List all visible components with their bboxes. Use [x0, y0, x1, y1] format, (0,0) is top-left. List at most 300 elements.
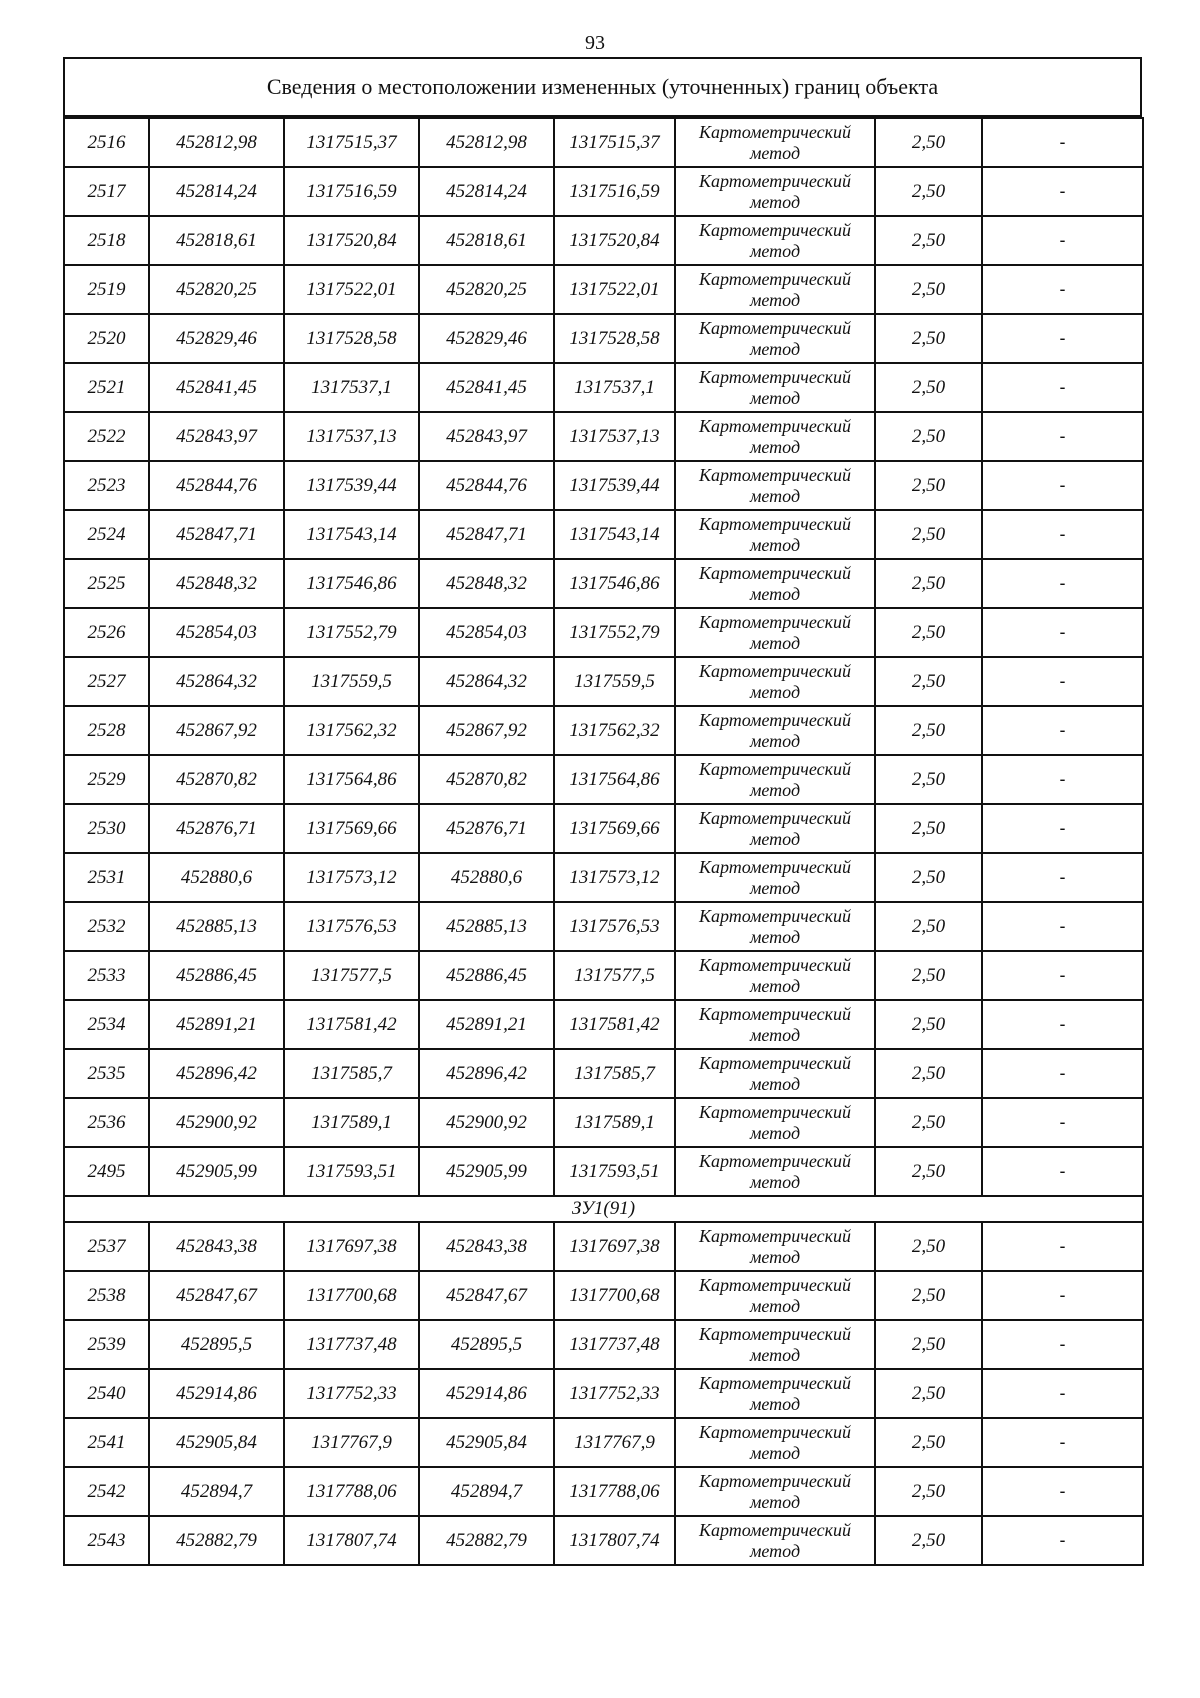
- method-cell: [675, 559, 875, 608]
- table-row: [64, 510, 1143, 559]
- accuracy-cell: 2,50: [875, 1467, 982, 1516]
- note-cell: -: [982, 118, 1143, 167]
- method-line-1: Картометрический: [698, 1101, 851, 1122]
- accuracy-cell: 2,50: [875, 755, 982, 804]
- y-coordinate-existing-cell: 1317573,12: [284, 853, 419, 902]
- y-coordinate-refined-cell: 1317522,01: [554, 265, 675, 314]
- method-line-1: Картометрический: [698, 660, 851, 681]
- table-row: [64, 1222, 1143, 1271]
- note-cell: -: [982, 1147, 1143, 1196]
- method-line-1: Картометрический: [698, 464, 851, 485]
- method-line-1: Картометрический: [698, 611, 851, 632]
- x-coordinate-existing-cell: 452882,79: [149, 1516, 284, 1565]
- note-cell: -: [982, 216, 1143, 265]
- y-coordinate-refined-cell: 1317552,79: [554, 608, 675, 657]
- y-coordinate-refined-cell: 1317537,1: [554, 363, 675, 412]
- method-line-2: метод: [749, 1540, 801, 1561]
- method-line-2: метод: [749, 1393, 801, 1414]
- table-row: [64, 167, 1143, 216]
- method-line-1: Картометрический: [698, 1052, 851, 1073]
- y-coordinate-refined-cell: 1317767,9: [554, 1418, 675, 1467]
- point-number-cell: 2526: [64, 608, 149, 657]
- method-cell: [675, 706, 875, 755]
- table-row: [64, 657, 1143, 706]
- y-coordinate-existing-cell: 1317697,38: [284, 1222, 419, 1271]
- point-number-cell: 2530: [64, 804, 149, 853]
- x-coordinate-refined-cell: 452844,76: [419, 461, 554, 510]
- y-coordinate-refined-cell: 1317562,32: [554, 706, 675, 755]
- method-line-2: метод: [749, 975, 801, 996]
- method-line-2: метод: [749, 681, 801, 702]
- method-cell: [675, 363, 875, 412]
- point-number-cell: 2495: [64, 1147, 149, 1196]
- y-coordinate-existing-cell: 1317515,37: [284, 118, 419, 167]
- method-cell: [675, 265, 875, 314]
- method-line-1: Картометрический: [698, 1323, 851, 1344]
- method-line-1: Картометрический: [698, 562, 851, 583]
- note-cell: -: [982, 412, 1143, 461]
- note-cell: -: [982, 853, 1143, 902]
- table-row: [64, 461, 1143, 510]
- method-line-1: Картометрический: [698, 1150, 851, 1171]
- method-cell: [675, 167, 875, 216]
- method-line-1: Картометрический: [698, 758, 851, 779]
- point-number-cell: 2542: [64, 1467, 149, 1516]
- point-number-cell: 2538: [64, 1271, 149, 1320]
- y-coordinate-existing-cell: 1317516,59: [284, 167, 419, 216]
- x-coordinate-existing-cell: 452891,21: [149, 1000, 284, 1049]
- point-number-cell: 2531: [64, 853, 149, 902]
- table-row: [64, 804, 1143, 853]
- point-number-cell: 2518: [64, 216, 149, 265]
- method-line-2: метод: [749, 1073, 801, 1094]
- table-title: Сведения о местоположении измененных (уточненных) границ объекта: [63, 57, 1142, 117]
- y-coordinate-existing-cell: 1317589,1: [284, 1098, 419, 1147]
- method-line-1: Картометрический: [698, 1274, 851, 1295]
- method-cell: [675, 118, 875, 167]
- method-line-2: метод: [749, 926, 801, 947]
- y-coordinate-refined-cell: 1317752,33: [554, 1369, 675, 1418]
- point-number-cell: 2529: [64, 755, 149, 804]
- method-line-2: метод: [749, 240, 801, 261]
- x-coordinate-refined-cell: 452843,97: [419, 412, 554, 461]
- y-coordinate-refined-cell: 1317516,59: [554, 167, 675, 216]
- table-row: [64, 1516, 1143, 1565]
- x-coordinate-refined-cell: 452894,7: [419, 1467, 554, 1516]
- table-row: [64, 118, 1143, 167]
- x-coordinate-existing-cell: 452844,76: [149, 461, 284, 510]
- method-cell: [675, 1098, 875, 1147]
- note-cell: -: [982, 559, 1143, 608]
- x-coordinate-refined-cell: 452847,67: [419, 1271, 554, 1320]
- accuracy-cell: 2,50: [875, 1098, 982, 1147]
- x-coordinate-refined-cell: 452867,92: [419, 706, 554, 755]
- y-coordinate-existing-cell: 1317581,42: [284, 1000, 419, 1049]
- y-coordinate-refined-cell: 1317528,58: [554, 314, 675, 363]
- method-line-2: метод: [749, 1295, 801, 1316]
- y-coordinate-refined-cell: 1317537,13: [554, 412, 675, 461]
- note-cell: -: [982, 706, 1143, 755]
- table-row: [64, 314, 1143, 363]
- y-coordinate-refined-cell: 1317700,68: [554, 1271, 675, 1320]
- table-row: [64, 853, 1143, 902]
- point-number-cell: 2541: [64, 1418, 149, 1467]
- section-header-row: [64, 1196, 1143, 1222]
- table-row: [64, 1271, 1143, 1320]
- point-number-cell: 2517: [64, 167, 149, 216]
- method-cell: [675, 412, 875, 461]
- accuracy-cell: 2,50: [875, 1271, 982, 1320]
- note-cell: -: [982, 167, 1143, 216]
- method-line-2: метод: [749, 534, 801, 555]
- point-number-cell: 2534: [64, 1000, 149, 1049]
- x-coordinate-refined-cell: 452896,42: [419, 1049, 554, 1098]
- method-cell: [675, 853, 875, 902]
- point-number-cell: 2527: [64, 657, 149, 706]
- table-row: [64, 1418, 1143, 1467]
- x-coordinate-refined-cell: 452880,6: [419, 853, 554, 902]
- method-line-2: метод: [749, 191, 801, 212]
- y-coordinate-existing-cell: 1317562,32: [284, 706, 419, 755]
- x-coordinate-existing-cell: 452818,61: [149, 216, 284, 265]
- x-coordinate-refined-cell: 452812,98: [419, 118, 554, 167]
- method-line-2: метод: [749, 632, 801, 653]
- method-line-1: Картометрический: [698, 1470, 851, 1491]
- y-coordinate-existing-cell: 1317537,13: [284, 412, 419, 461]
- method-line-1: Картометрический: [698, 1421, 851, 1442]
- y-coordinate-existing-cell: 1317552,79: [284, 608, 419, 657]
- table-row: [64, 265, 1143, 314]
- y-coordinate-existing-cell: 1317546,86: [284, 559, 419, 608]
- x-coordinate-refined-cell: 452818,61: [419, 216, 554, 265]
- method-line-1: Картометрический: [698, 317, 851, 338]
- table-row: [64, 559, 1143, 608]
- table-row: [64, 755, 1143, 804]
- y-coordinate-refined-cell: 1317737,48: [554, 1320, 675, 1369]
- method-line-1: Картометрический: [698, 1372, 851, 1393]
- table-row: [64, 608, 1143, 657]
- note-cell: -: [982, 1467, 1143, 1516]
- y-coordinate-refined-cell: 1317697,38: [554, 1222, 675, 1271]
- method-cell: [675, 1369, 875, 1418]
- note-cell: -: [982, 1271, 1143, 1320]
- method-line-2: метод: [749, 1122, 801, 1143]
- note-cell: -: [982, 608, 1143, 657]
- point-number-cell: 2532: [64, 902, 149, 951]
- method-line-1: Картометрический: [698, 219, 851, 240]
- accuracy-cell: 2,50: [875, 608, 982, 657]
- note-cell: -: [982, 363, 1143, 412]
- table-row: [64, 363, 1143, 412]
- point-number-cell: 2535: [64, 1049, 149, 1098]
- point-number-cell: 2536: [64, 1098, 149, 1147]
- point-number-cell: 2533: [64, 951, 149, 1000]
- x-coordinate-existing-cell: 452841,45: [149, 363, 284, 412]
- method-cell: [675, 1467, 875, 1516]
- y-coordinate-existing-cell: 1317593,51: [284, 1147, 419, 1196]
- x-coordinate-existing-cell: 452886,45: [149, 951, 284, 1000]
- y-coordinate-refined-cell: 1317807,74: [554, 1516, 675, 1565]
- note-cell: -: [982, 1369, 1143, 1418]
- y-coordinate-refined-cell: 1317581,42: [554, 1000, 675, 1049]
- accuracy-cell: 2,50: [875, 1369, 982, 1418]
- y-coordinate-existing-cell: 1317520,84: [284, 216, 419, 265]
- method-line-1: Картометрический: [698, 415, 851, 436]
- y-coordinate-refined-cell: 1317593,51: [554, 1147, 675, 1196]
- point-number-cell: 2520: [64, 314, 149, 363]
- point-number-cell: 2523: [64, 461, 149, 510]
- x-coordinate-existing-cell: 452864,32: [149, 657, 284, 706]
- method-cell: [675, 1271, 875, 1320]
- method-cell: [675, 657, 875, 706]
- method-line-1: Картометрический: [698, 856, 851, 877]
- x-coordinate-existing-cell: 452814,24: [149, 167, 284, 216]
- x-coordinate-existing-cell: 452848,32: [149, 559, 284, 608]
- y-coordinate-existing-cell: 1317767,9: [284, 1418, 419, 1467]
- point-number-cell: 2528: [64, 706, 149, 755]
- note-cell: -: [982, 265, 1143, 314]
- y-coordinate-refined-cell: 1317589,1: [554, 1098, 675, 1147]
- method-line-2: метод: [749, 730, 801, 751]
- method-line-2: метод: [749, 289, 801, 310]
- page-number: 93: [585, 32, 605, 54]
- y-coordinate-refined-cell: 1317515,37: [554, 118, 675, 167]
- method-cell: [675, 755, 875, 804]
- x-coordinate-refined-cell: 452885,13: [419, 902, 554, 951]
- y-coordinate-existing-cell: 1317539,44: [284, 461, 419, 510]
- x-coordinate-refined-cell: 452870,82: [419, 755, 554, 804]
- method-line-1: Картометрический: [698, 709, 851, 730]
- table-row: [64, 1369, 1143, 1418]
- x-coordinate-refined-cell: 452829,46: [419, 314, 554, 363]
- x-coordinate-refined-cell: 452891,21: [419, 1000, 554, 1049]
- accuracy-cell: 2,50: [875, 902, 982, 951]
- x-coordinate-existing-cell: 452843,38: [149, 1222, 284, 1271]
- method-line-2: метод: [749, 779, 801, 800]
- method-cell: [675, 510, 875, 559]
- method-cell: [675, 951, 875, 1000]
- point-number-cell: 2525: [64, 559, 149, 608]
- method-cell: [675, 1000, 875, 1049]
- x-coordinate-existing-cell: 452820,25: [149, 265, 284, 314]
- note-cell: -: [982, 1098, 1143, 1147]
- method-line-1: Картометрический: [698, 268, 851, 289]
- x-coordinate-existing-cell: 452847,71: [149, 510, 284, 559]
- method-line-2: метод: [749, 485, 801, 506]
- note-cell: -: [982, 657, 1143, 706]
- note-cell: -: [982, 1418, 1143, 1467]
- note-cell: -: [982, 1000, 1143, 1049]
- method-line-2: метод: [749, 1246, 801, 1267]
- y-coordinate-existing-cell: 1317537,1: [284, 363, 419, 412]
- note-cell: -: [982, 461, 1143, 510]
- point-number-cell: 2537: [64, 1222, 149, 1271]
- x-coordinate-refined-cell: 452843,38: [419, 1222, 554, 1271]
- point-number-cell: 2540: [64, 1369, 149, 1418]
- accuracy-cell: 2,50: [875, 706, 982, 755]
- y-coordinate-refined-cell: 1317543,14: [554, 510, 675, 559]
- note-cell: -: [982, 902, 1143, 951]
- method-line-2: метод: [749, 583, 801, 604]
- x-coordinate-refined-cell: 452864,32: [419, 657, 554, 706]
- method-line-1: Картометрический: [698, 170, 851, 191]
- coordinates-table: [63, 117, 1144, 1566]
- accuracy-cell: 2,50: [875, 118, 982, 167]
- x-coordinate-existing-cell: 452812,98: [149, 118, 284, 167]
- method-line-2: метод: [749, 142, 801, 163]
- accuracy-cell: 2,50: [875, 804, 982, 853]
- y-coordinate-refined-cell: 1317520,84: [554, 216, 675, 265]
- y-coordinate-existing-cell: 1317569,66: [284, 804, 419, 853]
- method-cell: [675, 1049, 875, 1098]
- accuracy-cell: 2,50: [875, 559, 982, 608]
- note-cell: -: [982, 755, 1143, 804]
- accuracy-cell: 2,50: [875, 1000, 982, 1049]
- x-coordinate-refined-cell: 452814,24: [419, 167, 554, 216]
- x-coordinate-existing-cell: 452880,6: [149, 853, 284, 902]
- point-number-cell: 2543: [64, 1516, 149, 1565]
- x-coordinate-refined-cell: 452847,71: [419, 510, 554, 559]
- accuracy-cell: 2,50: [875, 1516, 982, 1565]
- x-coordinate-existing-cell: 452854,03: [149, 608, 284, 657]
- method-line-2: метод: [749, 338, 801, 359]
- method-cell: [675, 1222, 875, 1271]
- y-coordinate-existing-cell: 1317737,48: [284, 1320, 419, 1369]
- accuracy-cell: 2,50: [875, 510, 982, 559]
- accuracy-cell: 2,50: [875, 314, 982, 363]
- accuracy-cell: 2,50: [875, 412, 982, 461]
- point-number-cell: 2521: [64, 363, 149, 412]
- y-coordinate-existing-cell: 1317576,53: [284, 902, 419, 951]
- method-line-2: метод: [749, 387, 801, 408]
- method-cell: [675, 1418, 875, 1467]
- accuracy-cell: 2,50: [875, 265, 982, 314]
- y-coordinate-existing-cell: 1317577,5: [284, 951, 419, 1000]
- x-coordinate-refined-cell: 452900,92: [419, 1098, 554, 1147]
- method-line-2: метод: [749, 1344, 801, 1365]
- x-coordinate-refined-cell: 452905,99: [419, 1147, 554, 1196]
- x-coordinate-refined-cell: 452886,45: [419, 951, 554, 1000]
- y-coordinate-existing-cell: 1317528,58: [284, 314, 419, 363]
- method-cell: [675, 902, 875, 951]
- accuracy-cell: 2,50: [875, 1320, 982, 1369]
- table-row: [64, 1000, 1143, 1049]
- x-coordinate-refined-cell: 452876,71: [419, 804, 554, 853]
- x-coordinate-existing-cell: 452905,99: [149, 1147, 284, 1196]
- note-cell: -: [982, 1320, 1143, 1369]
- table-row: [64, 1320, 1143, 1369]
- x-coordinate-existing-cell: 452914,86: [149, 1369, 284, 1418]
- note-cell: -: [982, 1049, 1143, 1098]
- y-coordinate-refined-cell: 1317546,86: [554, 559, 675, 608]
- point-number-cell: 2522: [64, 412, 149, 461]
- table-row: [64, 951, 1143, 1000]
- table-row: [64, 706, 1143, 755]
- x-coordinate-refined-cell: 452905,84: [419, 1418, 554, 1467]
- y-coordinate-refined-cell: 1317788,06: [554, 1467, 675, 1516]
- method-line-1: Картометрический: [698, 1003, 851, 1024]
- x-coordinate-existing-cell: 452870,82: [149, 755, 284, 804]
- accuracy-cell: 2,50: [875, 1049, 982, 1098]
- x-coordinate-existing-cell: 452885,13: [149, 902, 284, 951]
- table-row: [64, 902, 1143, 951]
- method-cell: [675, 804, 875, 853]
- note-cell: -: [982, 804, 1143, 853]
- method-line-1: Картометрический: [698, 366, 851, 387]
- x-coordinate-refined-cell: 452914,86: [419, 1369, 554, 1418]
- x-coordinate-refined-cell: 452841,45: [419, 363, 554, 412]
- accuracy-cell: 2,50: [875, 1147, 982, 1196]
- x-coordinate-existing-cell: 452829,46: [149, 314, 284, 363]
- method-cell: [675, 461, 875, 510]
- point-number-cell: 2539: [64, 1320, 149, 1369]
- x-coordinate-existing-cell: 452900,92: [149, 1098, 284, 1147]
- note-cell: -: [982, 1516, 1143, 1565]
- accuracy-cell: 2,50: [875, 853, 982, 902]
- x-coordinate-refined-cell: 452895,5: [419, 1320, 554, 1369]
- x-coordinate-existing-cell: 452896,42: [149, 1049, 284, 1098]
- table-row: [64, 412, 1143, 461]
- y-coordinate-existing-cell: 1317522,01: [284, 265, 419, 314]
- y-coordinate-refined-cell: 1317559,5: [554, 657, 675, 706]
- point-number-cell: 2519: [64, 265, 149, 314]
- x-coordinate-existing-cell: 452867,92: [149, 706, 284, 755]
- method-line-1: Картометрический: [698, 807, 851, 828]
- y-coordinate-existing-cell: 1317559,5: [284, 657, 419, 706]
- method-line-1: Картометрический: [698, 954, 851, 975]
- note-cell: -: [982, 314, 1143, 363]
- method-line-1: Картометрический: [698, 121, 851, 142]
- y-coordinate-existing-cell: 1317564,86: [284, 755, 419, 804]
- accuracy-cell: 2,50: [875, 461, 982, 510]
- x-coordinate-existing-cell: 452876,71: [149, 804, 284, 853]
- note-cell: -: [982, 1222, 1143, 1271]
- x-coordinate-existing-cell: 452894,7: [149, 1467, 284, 1516]
- method-cell: [675, 608, 875, 657]
- method-line-1: Картометрический: [698, 905, 851, 926]
- note-cell: -: [982, 510, 1143, 559]
- method-line-1: Картометрический: [698, 1225, 851, 1246]
- method-line-2: метод: [749, 1491, 801, 1512]
- y-coordinate-refined-cell: 1317585,7: [554, 1049, 675, 1098]
- method-cell: [675, 1147, 875, 1196]
- y-coordinate-refined-cell: 1317573,12: [554, 853, 675, 902]
- accuracy-cell: 2,50: [875, 1418, 982, 1467]
- table-row: [64, 1049, 1143, 1098]
- x-coordinate-existing-cell: 452895,5: [149, 1320, 284, 1369]
- point-number-cell: 2524: [64, 510, 149, 559]
- method-line-2: метод: [749, 1171, 801, 1192]
- note-cell: -: [982, 951, 1143, 1000]
- method-cell: [675, 1320, 875, 1369]
- x-coordinate-existing-cell: 452847,67: [149, 1271, 284, 1320]
- y-coordinate-refined-cell: 1317564,86: [554, 755, 675, 804]
- y-coordinate-existing-cell: 1317543,14: [284, 510, 419, 559]
- accuracy-cell: 2,50: [875, 216, 982, 265]
- accuracy-cell: 2,50: [875, 167, 982, 216]
- y-coordinate-refined-cell: 1317569,66: [554, 804, 675, 853]
- method-line-2: метод: [749, 1442, 801, 1463]
- x-coordinate-refined-cell: 452882,79: [419, 1516, 554, 1565]
- coordinates-table-body: [64, 118, 1143, 1565]
- method-line-2: метод: [749, 1024, 801, 1045]
- x-coordinate-refined-cell: 452848,32: [419, 559, 554, 608]
- section-label: ЗУ1(91): [64, 1196, 1143, 1222]
- point-number-cell: 2516: [64, 118, 149, 167]
- y-coordinate-refined-cell: 1317539,44: [554, 461, 675, 510]
- method-cell: [675, 1516, 875, 1565]
- method-line-2: метод: [749, 436, 801, 457]
